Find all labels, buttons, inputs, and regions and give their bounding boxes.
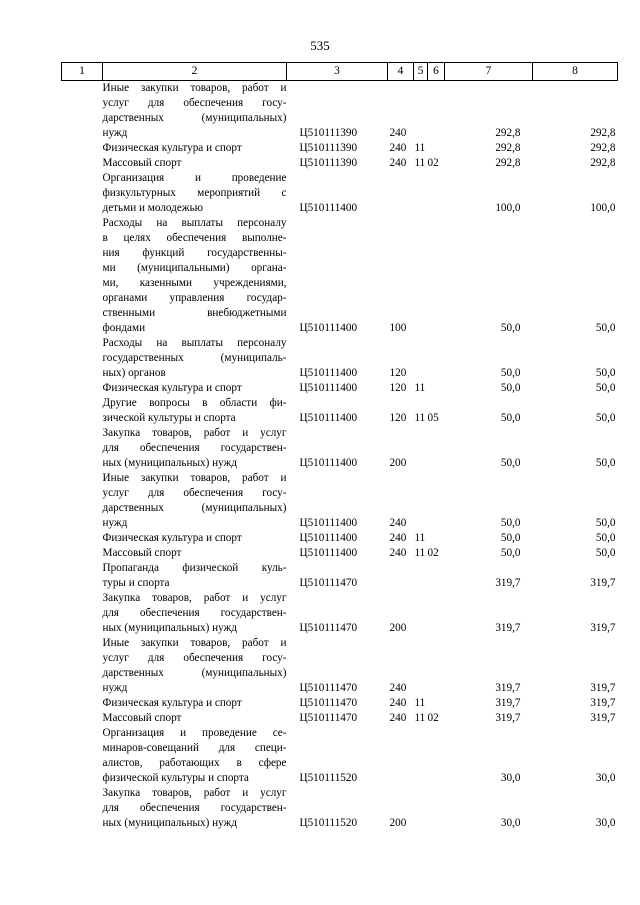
row-name-line: дарственных (муниципальных) <box>102 502 287 514</box>
row-empty-col-1 <box>62 471 103 531</box>
row-name-line: Пропаганда физической куль- <box>102 562 287 574</box>
row-section <box>414 426 428 471</box>
row-sum-col-8: 50,0 <box>595 412 616 424</box>
row-section: 11 <box>414 532 426 544</box>
row-code: Ц510111400 <box>299 532 358 544</box>
row-section: 11 <box>414 547 426 559</box>
row-empty-col-1 <box>62 561 103 591</box>
row-name <box>103 81 287 142</box>
row-sum-col-7: 30,0 <box>500 817 521 829</box>
row-name-line: ных) органов <box>102 367 166 379</box>
table-row <box>62 396 618 426</box>
row-sum-col-7: 50,0 <box>500 322 521 334</box>
row-name <box>103 381 287 396</box>
row-subsection <box>428 531 445 546</box>
row-name-line: фондами <box>102 322 146 334</box>
row-name-line: для обеспечения государствен- <box>102 607 287 619</box>
table-row <box>62 471 618 531</box>
header-col-8: 8 <box>533 63 618 81</box>
row-code: Ц510111470 <box>299 712 358 724</box>
row-section: 11 <box>414 382 426 394</box>
row-subsection <box>428 696 445 711</box>
row-sum-col-7: 292,8 <box>495 127 521 139</box>
row-code: Ц510111470 <box>299 577 358 589</box>
row-expense-type: 120 <box>389 367 407 379</box>
row-name <box>103 696 287 711</box>
row-subsection <box>428 591 445 636</box>
row-empty-col-1 <box>62 156 103 171</box>
row-name-line: государственных (муниципаль- <box>102 352 287 364</box>
row-sum-col-8: 292,8 <box>590 142 616 154</box>
table-row <box>62 726 618 786</box>
row-name-line: дарственных (муниципальных) <box>102 667 287 679</box>
row-code: Ц510111400 <box>299 457 358 469</box>
row-name <box>103 141 287 156</box>
row-name <box>103 561 287 591</box>
row-sum-col-8: 50,0 <box>595 547 616 559</box>
row-expense-type: 120 <box>389 412 407 424</box>
row-sum-col-8: 100,0 <box>590 202 616 214</box>
row-name <box>103 471 287 531</box>
row-section <box>414 81 428 142</box>
row-name-line: Иные закупки товаров, работ и <box>102 472 287 484</box>
row-expense-type: 240 <box>389 547 407 559</box>
row-name-line: ственными внебюджетными <box>102 307 287 319</box>
row-name-line: Другие вопросы в области фи- <box>102 397 287 409</box>
row-expense-type: 240 <box>389 682 407 694</box>
table-row <box>62 336 618 381</box>
row-name-line: зической культуры и спорта <box>102 412 236 424</box>
row-sum-col-7: 30,0 <box>500 772 521 784</box>
row-section <box>414 336 428 381</box>
row-subsection <box>428 726 445 786</box>
row-sum-col-7: 319,7 <box>495 697 521 709</box>
row-sum-col-8: 292,8 <box>590 127 616 139</box>
row-subsection: 02 <box>427 712 439 724</box>
row-name-line: услуг для обеспечения госу- <box>102 652 287 664</box>
row-empty-col-1 <box>62 141 103 156</box>
row-name <box>103 531 287 546</box>
row-name-line: нужд <box>102 682 128 694</box>
row-empty-col-1 <box>62 216 103 336</box>
row-sum-col-8: 30,0 <box>595 817 616 829</box>
row-subsection <box>428 636 445 696</box>
row-empty-col-1 <box>62 546 103 561</box>
row-section: 11 <box>414 712 426 724</box>
row-section <box>414 786 428 831</box>
row-code: Ц510111470 <box>299 682 358 694</box>
row-name <box>103 636 287 696</box>
row-expense-type: 240 <box>389 517 407 529</box>
row-name <box>103 336 287 381</box>
row-expense-type: 240 <box>389 127 407 139</box>
row-name-line: Иные закупки товаров, работ и <box>102 82 287 94</box>
row-empty-col-1 <box>62 81 103 142</box>
row-name-line: Массовый спорт <box>102 547 182 559</box>
row-empty-col-1 <box>62 711 103 726</box>
row-expense-type: 200 <box>389 817 407 829</box>
row-name-line: для обеспечения государствен- <box>102 442 287 454</box>
row-name-line: ных (муниципальных) нужд <box>102 622 237 634</box>
table-row <box>62 381 618 396</box>
row-code: Ц510111390 <box>299 157 358 169</box>
row-name-line: детьми и молодежью <box>102 202 204 214</box>
row-subsection <box>428 426 445 471</box>
table-row <box>62 636 618 696</box>
row-section: 11 <box>414 157 426 169</box>
row-name-line: Физическая культура и спорт <box>102 697 242 709</box>
row-subsection: 02 <box>427 157 439 169</box>
row-subsection <box>428 786 445 831</box>
table-row <box>62 711 618 726</box>
row-name-line: физической культуры и спорта <box>102 772 249 784</box>
table-body <box>62 81 618 832</box>
row-sum-col-8: 319,7 <box>590 712 616 724</box>
row-code: Ц510111400 <box>299 412 358 424</box>
page-number: 535 <box>310 38 330 53</box>
row-empty-col-1 <box>62 636 103 696</box>
row-sum-col-7: 319,7 <box>495 577 521 589</box>
row-code: Ц510111470 <box>299 697 358 709</box>
row-code: Ц510111400 <box>299 322 358 334</box>
row-sum-col-7: 319,7 <box>495 622 521 634</box>
row-code: Ц510111400 <box>299 367 358 379</box>
row-sum-col-7: 50,0 <box>500 457 521 469</box>
table-row <box>62 546 618 561</box>
row-sum-col-8: 50,0 <box>595 367 616 379</box>
row-code: Ц510111400 <box>299 547 358 559</box>
table-row <box>62 141 618 156</box>
table-row <box>62 156 618 171</box>
row-subsection <box>428 141 445 156</box>
row-subsection <box>428 216 445 336</box>
table-row <box>62 786 618 831</box>
row-expense-type: 120 <box>389 382 407 394</box>
budget-table <box>61 62 618 831</box>
row-sum-col-7: 50,0 <box>500 547 521 559</box>
row-empty-col-1 <box>62 786 103 831</box>
row-sum-col-8: 319,7 <box>590 577 616 589</box>
row-name <box>103 396 287 426</box>
row-sum-col-7: 292,8 <box>495 142 521 154</box>
row-name-line: Иные закупки товаров, работ и <box>102 637 287 649</box>
table-header-row <box>62 63 618 81</box>
header-col-5: 5 <box>414 63 428 81</box>
row-name-line: Массовый спорт <box>102 157 182 169</box>
row-subsection: 05 <box>427 412 439 424</box>
row-name <box>103 216 287 336</box>
row-name-line: ния функций государственны- <box>102 247 287 259</box>
row-section: 11 <box>414 142 426 154</box>
row-sum-col-8: 50,0 <box>595 457 616 469</box>
row-sum-col-7: 50,0 <box>500 382 521 394</box>
row-expense-type: 200 <box>389 457 407 469</box>
row-expense-type: 240 <box>389 697 407 709</box>
row-name-line: в целях обеспечения выполне- <box>102 232 287 244</box>
row-expense-type: 240 <box>389 142 407 154</box>
row-sum-col-8: 30,0 <box>595 772 616 784</box>
row-name-line: физкультурных мероприятий с <box>102 187 287 199</box>
row-name-line: Массовый спорт <box>102 712 182 724</box>
row-sum-col-7: 50,0 <box>500 367 521 379</box>
row-name-line: алистов, работающих в сфере <box>102 757 287 769</box>
row-name-line: ных (муниципальных) нужд <box>102 817 237 829</box>
row-sum-col-7: 50,0 <box>500 517 521 529</box>
row-empty-col-1 <box>62 171 103 216</box>
row-code: Ц510111400 <box>299 382 358 394</box>
row-subsection: 02 <box>427 547 439 559</box>
row-subsection <box>428 561 445 591</box>
row-sum-col-8: 319,7 <box>590 682 616 694</box>
row-name <box>103 546 287 561</box>
row-name-line: ми (муниципальными) органа- <box>102 262 287 274</box>
table-row <box>62 591 618 636</box>
header-col-7: 7 <box>445 63 533 81</box>
row-code: Ц510111520 <box>299 772 358 784</box>
row-section <box>414 471 428 531</box>
row-sum-col-7: 50,0 <box>500 532 521 544</box>
row-name-line: услуг для обеспечения госу- <box>102 487 287 499</box>
row-name-line: для обеспечения государствен- <box>102 802 287 814</box>
table-row <box>62 426 618 471</box>
table-row <box>62 531 618 546</box>
row-sum-col-7: 50,0 <box>500 412 521 424</box>
row-empty-col-1 <box>62 426 103 471</box>
row-name-line: Физическая культура и спорт <box>102 532 242 544</box>
table-row <box>62 81 618 142</box>
header-col-2: 2 <box>103 63 287 81</box>
row-section <box>414 561 428 591</box>
row-expense-type: 240 <box>389 532 407 544</box>
row-expense-type <box>388 561 414 591</box>
row-name <box>103 786 287 831</box>
row-name <box>103 711 287 726</box>
row-empty-col-1 <box>62 696 103 711</box>
row-name-line: минаров-совещаний для специ- <box>102 742 287 754</box>
row-empty-col-1 <box>62 591 103 636</box>
row-name-line: Расходы на выплаты персоналу <box>102 337 287 349</box>
row-subsection <box>428 81 445 142</box>
row-name <box>103 726 287 786</box>
row-name <box>103 156 287 171</box>
row-name-line: нужд <box>102 127 128 139</box>
row-code: Ц510111470 <box>299 622 358 634</box>
row-empty-col-1 <box>62 726 103 786</box>
row-name-line: Организация и проведение <box>102 172 287 184</box>
row-sum-col-8: 319,7 <box>590 622 616 634</box>
row-sum-col-7: 319,7 <box>495 682 521 694</box>
row-sum-col-8: 50,0 <box>595 322 616 334</box>
row-name-line: Закупка товаров, работ и услуг <box>102 592 287 604</box>
row-section <box>414 591 428 636</box>
row-section <box>414 171 428 216</box>
row-code: Ц510111400 <box>299 202 358 214</box>
row-name-line: ных (муниципальных) нужд <box>102 457 237 469</box>
table-row <box>62 171 618 216</box>
table-row <box>62 216 618 336</box>
row-sum-col-8: 292,8 <box>590 157 616 169</box>
row-name-line: органами управления государ- <box>102 292 287 304</box>
row-subsection <box>428 381 445 396</box>
row-expense-type <box>388 171 414 216</box>
row-code: Ц510111390 <box>299 127 358 139</box>
row-empty-col-1 <box>62 336 103 381</box>
row-sum-col-8: 319,7 <box>590 697 616 709</box>
row-expense-type: 200 <box>389 622 407 634</box>
row-name-line: Физическая культура и спорт <box>102 382 242 394</box>
row-sum-col-7: 100,0 <box>495 202 521 214</box>
row-sum-col-8: 50,0 <box>595 382 616 394</box>
row-expense-type: 100 <box>389 322 407 334</box>
row-section: 11 <box>414 697 426 709</box>
row-expense-type <box>388 726 414 786</box>
row-name-line: Организация и проведение се- <box>102 727 287 739</box>
row-section <box>414 636 428 696</box>
row-name-line: Физическая культура и спорт <box>102 142 242 154</box>
row-sum-col-8: 50,0 <box>595 532 616 544</box>
table-row <box>62 561 618 591</box>
row-sum-col-8: 50,0 <box>595 517 616 529</box>
row-code: Ц510111400 <box>299 517 358 529</box>
table-row <box>62 696 618 711</box>
row-sum-col-7: 292,8 <box>495 157 521 169</box>
row-name-line: нужд <box>102 517 128 529</box>
row-section <box>414 216 428 336</box>
row-name-line: услуг для обеспечения госу- <box>102 97 287 109</box>
row-sum-col-7: 319,7 <box>495 712 521 724</box>
header-col-6: 6 <box>428 63 445 81</box>
row-empty-col-1 <box>62 531 103 546</box>
row-code: Ц510111390 <box>299 142 358 154</box>
row-name-line: ми, казенными учреждениями, <box>102 277 287 289</box>
row-name-line: туры и спорта <box>102 577 170 589</box>
row-name-line: Закупка товаров, работ и услуг <box>102 787 287 799</box>
header-col-3: 3 <box>287 63 388 81</box>
row-name <box>103 426 287 471</box>
row-subsection <box>428 171 445 216</box>
row-expense-type: 240 <box>389 157 407 169</box>
row-name <box>103 171 287 216</box>
row-section: 11 <box>414 412 426 424</box>
row-code: Ц510111520 <box>299 817 358 829</box>
row-subsection <box>428 336 445 381</box>
row-name-line: Закупка товаров, работ и услуг <box>102 427 287 439</box>
row-name-line: дарственных (муниципальных) <box>102 112 287 124</box>
row-name <box>103 591 287 636</box>
row-empty-col-1 <box>62 381 103 396</box>
row-section <box>414 726 428 786</box>
row-name-line: Расходы на выплаты персоналу <box>102 217 287 229</box>
header-col-1: 1 <box>62 63 103 81</box>
row-expense-type: 240 <box>389 712 407 724</box>
row-subsection <box>428 471 445 531</box>
header-col-4: 4 <box>388 63 414 81</box>
row-empty-col-1 <box>62 396 103 426</box>
